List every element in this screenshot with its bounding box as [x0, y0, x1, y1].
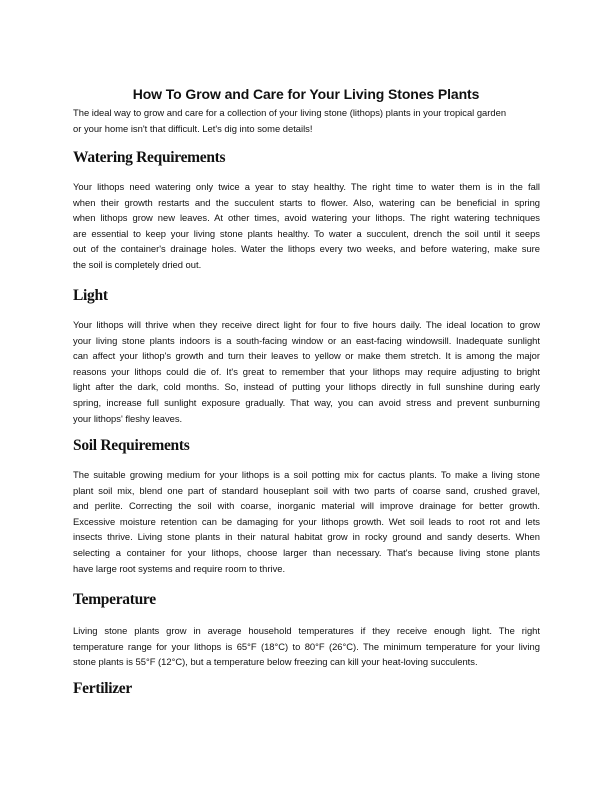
text-line: can affect your lithop's growth and turn their leaves to yellow or make them stretch. It is among the major [73, 350, 540, 362]
text-line: spring, increase full sunlight exposure gradually. That way, you can avoid stress and prevent sunburning [73, 396, 540, 408]
text-line: or your home isn't that difficult. Let's dig into some details! [73, 122, 313, 134]
section-paragraph [73, 317, 540, 426]
document-title: How To Grow and Care for Your Living Stones Plants [132, 86, 480, 102]
text-line: your living stone plants indoors is a south-facing window or an east-facing windowsill. Inadequate sunlight [73, 334, 540, 346]
text-line: your lithops' fleshy leaves. [73, 412, 183, 424]
text-line: the soil is completely dried out. [73, 258, 202, 270]
section-heading: Fertilizer [73, 680, 132, 697]
text-line: have large root systems and require room to thrive. [73, 562, 286, 574]
section-heading: Watering Requirements [73, 149, 226, 166]
text-line: when their growth restarts and the succulent starts to flower. Also, watering can be beneficial in spring [73, 196, 540, 208]
text-line: reasons your lithops could die of. It's great to remember that your lithops may require adjusting to bright [73, 365, 540, 377]
text-line: temperature range for your lithops is 65°F (18°C) to 80°F (26°C). The minimum temperature for your living [73, 640, 540, 652]
section-heading: Temperature [73, 591, 156, 608]
section-heading: Soil Requirements [73, 437, 190, 454]
text-line: light after the dark, cold months. So, instead of putting your lithops directly in full sunshine during early [73, 381, 540, 393]
text-line: and perlite. Correcting the soil with coarse, inorganic material will improve drainage for better growth. [73, 500, 540, 512]
text-line: The suitable growing medium for your lithops is a soil potting mix for cactus plants. To make a living stone [73, 469, 540, 480]
text-line: stone plants is 55°F (12°C), but a temperature below freezing can kill your heat-loving succulents. [73, 656, 478, 668]
text-line: selecting a container for your lithops, choose larger than necessary. That's because living stone plants [73, 546, 540, 558]
text-line: Your lithops need watering only twice a year to stay healthy. The right time to water them is in the fall [73, 181, 540, 192]
text-line: Your lithops will thrive when they receive direct light for four to five hours daily. The ideal location to grow [73, 319, 540, 330]
text-line: out of the container's drainage holes. Water the lithops every two weeks, and before watering, make sure [73, 243, 540, 255]
section-paragraph [73, 179, 540, 273]
text-line: Living stone plants grow in average household temperatures if they receive enough light. The right [73, 625, 540, 636]
section-paragraph [73, 467, 540, 576]
text-line: plant soil mix, blend one part of standard houseplant soil with two parts of coarse sand, crushed gravel, [73, 484, 540, 496]
text-line: The ideal way to grow and care for a collection of your living stone (lithops) plants in your tropical garden [73, 107, 507, 118]
intro-paragraph [73, 105, 540, 136]
text-line: when lithops grow new leaves. At other times, avoid watering your lithops. The right watering techniques [73, 212, 540, 224]
text-line: insects thrive. Living stone plants in their natural habitat grow in rocky ground and sandy deserts. When [73, 531, 540, 543]
section-paragraph [73, 623, 540, 670]
text-line: are essential to keep your living stone plants healthy. To water a succulent, drench the soil until it seeps [73, 227, 540, 239]
section-heading: Light [73, 287, 108, 304]
text-line: Excessive moisture retention can be damaging for your lithops growth. Wet soil leads to root rot and lets [73, 515, 540, 527]
